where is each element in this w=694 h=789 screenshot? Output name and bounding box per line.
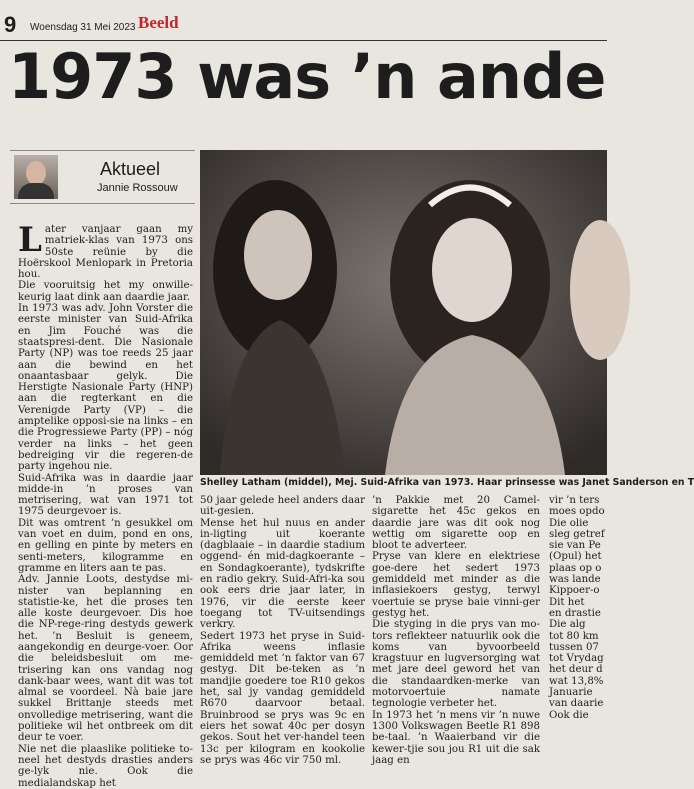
paragraph: Sedert 1973 het pryse in Suid-Afrika weens inflasie gemiddeld met ’n faktor van 67 gestyg. Dit be-teken as ’n mandjie goedere toe R10 gekos het, sal jy vandag gemiddeld R670 daarvoor betaal. Bruinbrood se prys was 9c en eiers het sowat 40c per dosyn gekos. Sout het ver-handel teen 13c per kilogram en kookolie se prys was 46c vir 750 ml. [200, 630, 365, 766]
text-line: Dit het [549, 596, 585, 608]
text-column-2 [200, 495, 365, 766]
photo-caption: Shelley Latham (middel), Mej. Suid-Afrika van 1973. Haar prinsesse was Janet Sanderson en T [200, 477, 694, 488]
text-line: wat 13,8% [549, 675, 604, 687]
author-photo [14, 155, 58, 199]
paragraph: Nie net die plaaslike politieke to-neel het destyds drasties anders ge-lyk nie. Ook die medialandskap het [18, 743, 193, 789]
text-line: Die alg [549, 619, 586, 631]
text-line: plaas op o [549, 562, 602, 574]
news-photo [200, 150, 607, 475]
text-line: sie van Pe [549, 540, 601, 552]
paragraph: Adv. Jannie Loots, destydse mi-nister van beplanning en statistie-ke, het die proses ten alle koste deurgevoer. Dis hoe die NP-rege-ring destyds gewerk het. ’n Besluit is geneem, aangekondig en deurge-voer. Oor die beleidsbesluit om me-trisering kan ons vandag nog dank-baar wees, want dit was tot almal se voordeel. Nà baie jare sukkel Brittanje steeds met onvolledige metrisering, want die politieke wil het ontbreek om dit deur te voer. [18, 574, 193, 744]
text-line: tot 80 km [549, 630, 599, 642]
paragraph: Die vooruitsig het my onwille-keurig laat dink aan daardie jaar. [18, 280, 193, 303]
text-line: en drastie [549, 607, 601, 619]
section-name: Beeld [138, 13, 179, 32]
drop-cap: L [18, 220, 42, 260]
paragraph: Die styging in die prys van mo-tors reflekteer natuurlik ook die koms van byvoorbeeld kragstuur en lugversorging wat met jare deel geword het van die standaardken-merke van motorvoertuie namate tegnologie verbeter het. [372, 619, 540, 710]
paragraph: In 1973 het ’n mens vir ’n nuwe 1300 Volkswagen Beetle R1 898 be-taal. ’n Waaierband vir die kewer-tjie sou jou R1 uit die sak jaag en [372, 709, 540, 766]
text-line: Die olie [549, 517, 589, 529]
column-byline [10, 150, 195, 204]
text-line: Kippoer-o [549, 585, 600, 597]
paragraph: Dit was omtrent ’n gesukkel om van voet en duim, pond en ons, en gelling en pinte by meters en senti-meters, kilogramme en gramme en liters aan te pas. [18, 517, 193, 574]
paragraph: Suid-Afrika was in daardie jaar midde-in ’n proses van metrisering, wat van 1971 tot 1975 deurgevoer is. [18, 472, 193, 518]
publication-date: Woensdag 31 Mei 2023 [30, 22, 136, 33]
text-line: Januarie [549, 687, 593, 699]
column-label: Aktueel [100, 159, 161, 179]
text-line: moes opdo [549, 506, 605, 518]
paragraph: Mense het hul nuus en ander in-ligting uit koerante (dagblaaie – in daardie stadium oggend- én mid-dagkoerante – en Sondagkoerante), tydskrifte en radio gekry. Suid-Afri-ka sou ook eers drie jaar later, in 1976, vir die eerste keer toegang tot TV-uitsendings verkry. [200, 517, 365, 631]
page-header [0, 0, 607, 41]
text-line: sleg getref [549, 528, 605, 540]
text-line: vir ’n ters [549, 495, 600, 506]
text-line: tot Vrydag [549, 653, 604, 665]
text-line: was lande [549, 574, 601, 586]
text-column-4-cropped [549, 495, 607, 721]
paragraph: ’n Pakkie met 20 Camel-sigarette het 45c gekos en daardie jare was dit ook nog wettig om sigarette oop en bloot te adverteer. [372, 495, 540, 552]
text-line: het deur d [549, 664, 603, 676]
text-column-1 [18, 220, 193, 789]
author-name: Jannie Rossouw [97, 182, 178, 194]
photo-illustration [200, 150, 607, 475]
text-line: van daarie [549, 698, 604, 710]
text-line: tussen 07 [549, 641, 599, 653]
text-line: Ook die [549, 709, 589, 721]
paragraph: 50 jaar gelede heel anders daar uit-gesien. [200, 495, 365, 518]
text-line: (Opul) het [549, 551, 602, 563]
headline: 1973 was ’n ande [8, 40, 606, 113]
paragraph: In 1973 was adv. John Vorster die eerste minister van Suid-Afrika en Jim Fouché was die staatspresi-dent. Die Nasionale Party (NP) was toe reeds 25 jaar aan die bewind en het onaantasbaar gelyk. Die Herstigte Nasionale Party (HNP) aan die regterkant en die Verenigde Party (VP) – die amptelike opposi-sie na links – en die Progressiewe Party (PP) – nóg verder na links – het geen bedreiging vir die regeren-de party ingehou nie. [18, 303, 193, 473]
text-column-3 [372, 495, 540, 766]
paragraph: Later vanjaar gaan my matriek-klas van 1973 ons 50ste reünie by die Hoërskool Menlopark in Pretoria hou. [18, 220, 193, 281]
page-number: 9 [4, 12, 17, 37]
paragraph: Pryse van klere en elektriese goe-dere het sedert 1973 gemiddeld met minder as die inflasiekoers gestyg, terwyl voertuie se pryse baie vinni-ger gestyg het. [372, 551, 540, 619]
